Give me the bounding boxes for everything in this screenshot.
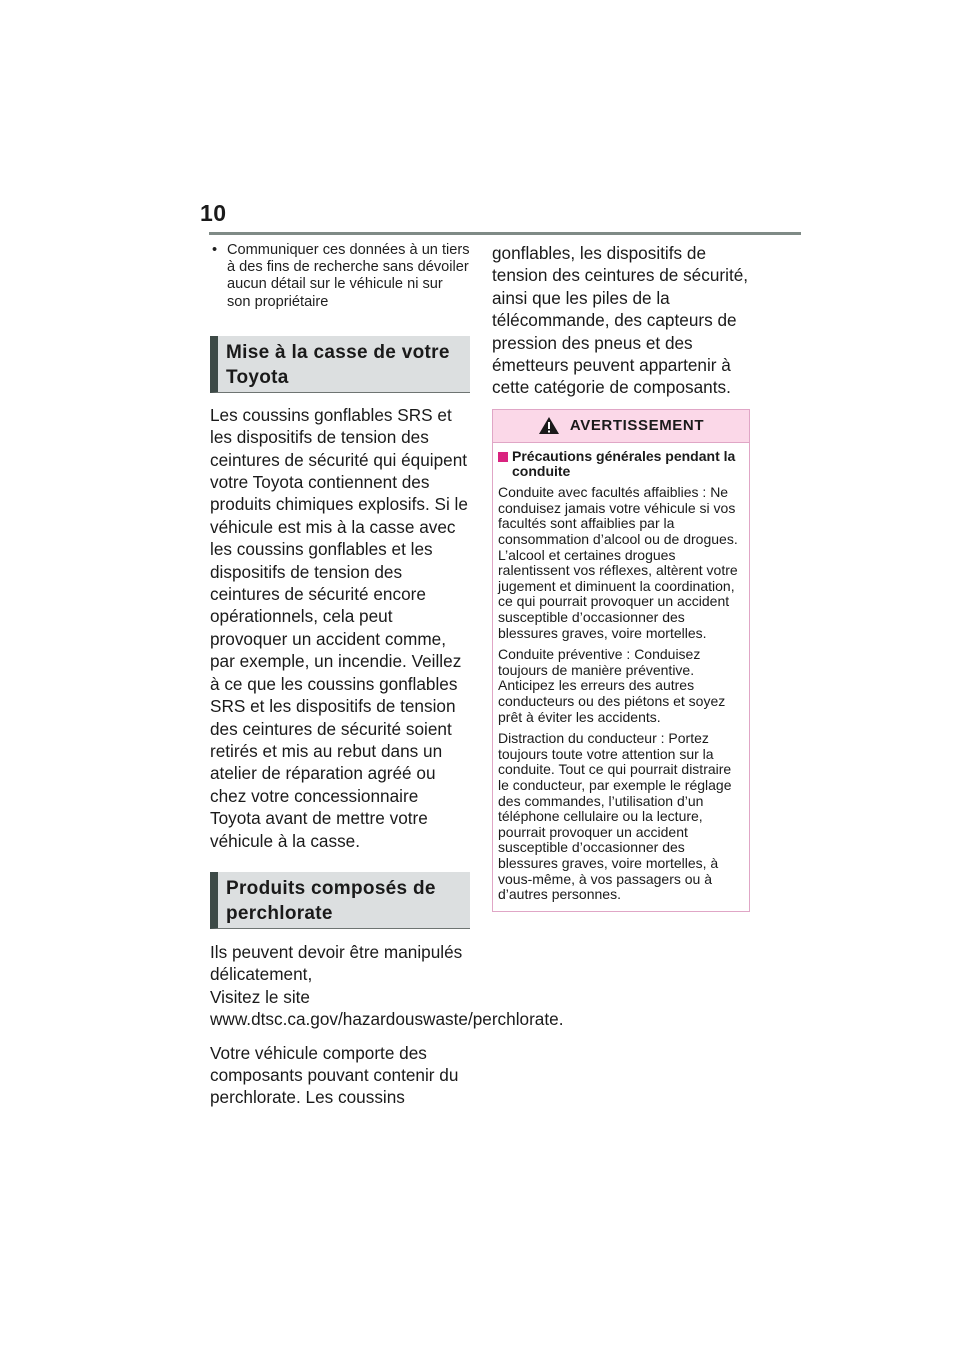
warning-subheading bbox=[498, 449, 743, 479]
page-number: 10 bbox=[200, 200, 227, 226]
warning-body bbox=[493, 443, 749, 911]
paragraph-perchlorate-components: Votre véhicule comporte des composants pouvant contenir du perchlorate. Les coussins bbox=[210, 1042, 459, 1108]
warning-triangle-icon bbox=[538, 416, 560, 435]
website-line: Visitez le site www.dtsc.ca.gov/hazardouswaste/perchlorate. bbox=[210, 986, 564, 1030]
paragraph-disposal: Les coussins gonflables SRS et les dispositifs de tension des ceintures de sécurité qui équipent votre Toyota contiennent des produits chimiques explosifs. Si le véhicule est mis à la casse avec les coussins gonflables et les dispositifs de tension des ceintures de sécurité encore opérationnels, cela peut provoquer un accident comme, par exemple, un incendie. Veillez à ce que les coussins gonflables SRS et les dispositifs de tension des ceintures de sécurité soient retirés et mis au rebut dans un atelier de réparation agréé ou chez votre concessionnaire Toyota avant de mettre votre véhicule à la casse. bbox=[210, 404, 468, 851]
paragraph-continued: gonflables, les dispositifs de tension des ceintures de sécurité, ainsi que les piles de la télécommande, des capteurs de pression des pneus et des émetteurs peuvent appartenir à cette catégorie de composants. bbox=[492, 243, 749, 398]
warning-paragraph-defensive: Conduite préventive : Conduisez toujours de manière préventive. Anticipez les erreurs des autres conducteurs ou des piétons et soyez prêt à éviter les accidents. bbox=[498, 646, 726, 725]
warning-title: AVERTISSEMENT bbox=[569, 417, 705, 435]
warning-paragraph-impaired: Conduite avec facultés affaiblies : Ne conduisez jamais votre véhicule si vos facultés sont affaiblies par la consommation d’alcool ou de drogues. L’alcool et certaines drogues ralentissent vos réflexes, altèrent votre jugement et diminuent la coordination, ce qui pourrait provoquer un accident susceptible d’occasionner des blessures graves, voire mortelles. bbox=[498, 484, 738, 641]
bullet-dot-icon: • bbox=[212, 242, 218, 258]
section-heading-perchlorate: Produits composés de perchlorate bbox=[210, 872, 470, 929]
bullet-text: Communiquer ces données à un tiers à des fins de recherche sans dévoiler aucun détail sur le véhicule ni sur son propriétaire bbox=[227, 242, 470, 310]
warning-subheading-text: Précautions générales pendant la conduite bbox=[512, 447, 736, 480]
bullet-item bbox=[210, 242, 470, 311]
section-heading-disposal: Mise à la casse de votre Toyota bbox=[210, 336, 470, 393]
header-rule bbox=[209, 232, 801, 235]
paragraph-perchlorate-handling bbox=[210, 941, 564, 1031]
warning-header bbox=[493, 410, 749, 443]
left-column bbox=[210, 242, 564, 1109]
warning-paragraph-distraction: Distraction du conducteur : Portez toujours toute votre attention sur la conduite. Tout ce qui pourrait distraire le conducteur, par exemple le réglage des commandes, l’utilisation d’un téléphone cellulaire ou la lecture, pourrait provoquer un accident susceptible d’occasionner des blessures graves, voire mortelles, à vous-même, à vos passagers ou à d’autres personnes. bbox=[498, 730, 732, 903]
right-column bbox=[492, 242, 752, 912]
magenta-square-icon bbox=[498, 452, 508, 462]
handling-line: Ils peuvent devoir être manipulés délicatement, bbox=[210, 941, 463, 985]
warning-box bbox=[492, 409, 750, 912]
